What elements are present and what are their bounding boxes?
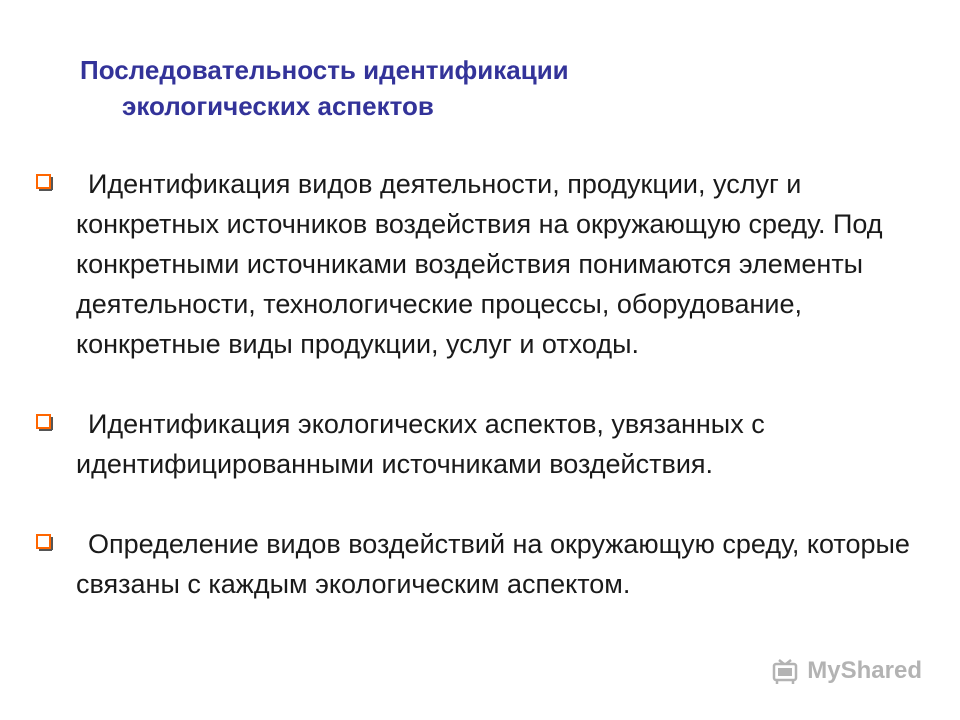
myshared-logo-icon: [771, 656, 801, 686]
square-bullet-icon: [36, 414, 53, 431]
slide-title-line-2: экологических аспектов: [122, 91, 434, 121]
bullet-item: [36, 164, 916, 364]
bullet-text: Идентификация видов деятельности, продукции, услуг и конкретных источников воздействия на окружающую среду. Под конкретными источниками воздействия понимаются элементы деятельности, технологические процессы, оборудование, конкретные виды продукции, услуг и отходы.: [76, 169, 883, 359]
bullet-item: [36, 524, 916, 604]
watermark-text: MyShared: [807, 657, 922, 684]
bullet-text: Идентификация экологических аспектов, увязанных с идентифицированными источниками воздействия.: [76, 409, 765, 479]
square-bullet-icon: [36, 534, 53, 551]
bullet-item: [36, 404, 916, 484]
bullet-list: [36, 164, 916, 604]
square-bullet-icon: [36, 174, 53, 191]
watermark: [771, 656, 922, 686]
bullet-text: Определение видов воздействий на окружающую среду, которые связаны с каждым экологическим аспектом.: [76, 529, 910, 599]
slide-title-line-1: Последовательность идентификации: [80, 55, 569, 85]
slide-title: [80, 52, 569, 124]
